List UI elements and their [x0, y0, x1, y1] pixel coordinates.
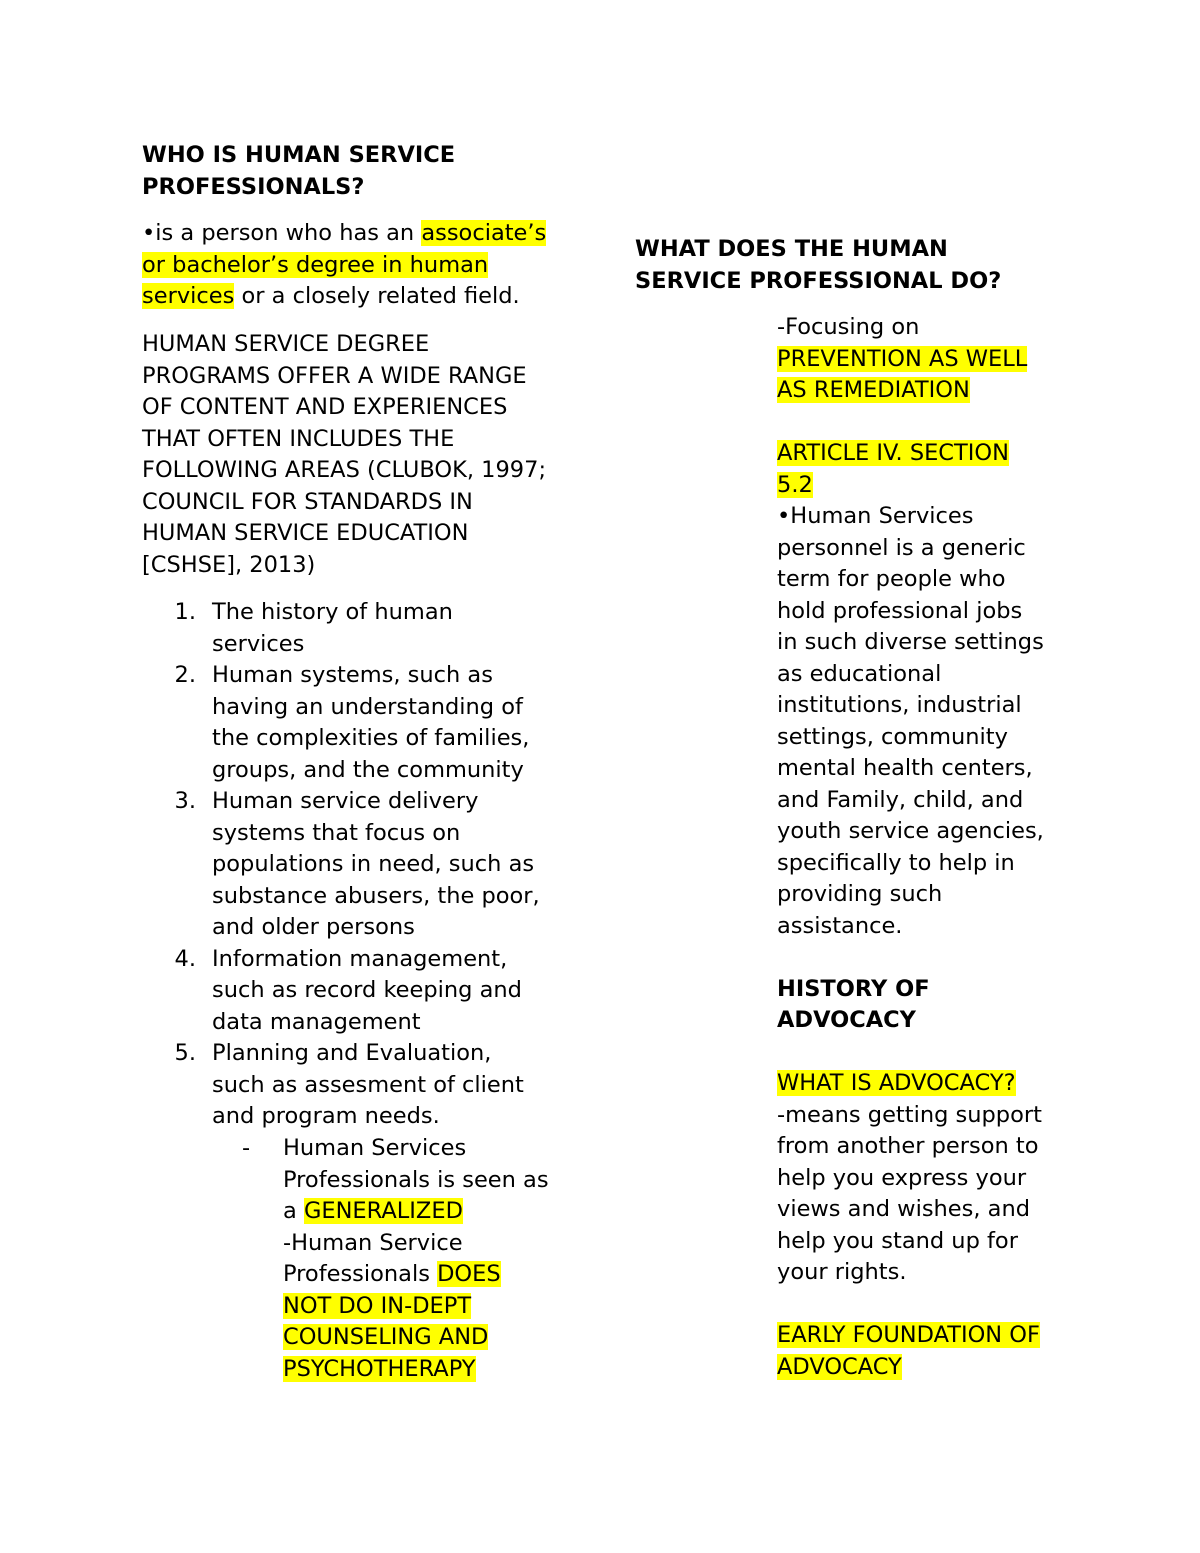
article-heading: ARTICLE IV. SECTION — [777, 440, 1009, 466]
article-line: specifically to help in — [777, 849, 1015, 876]
paragraph-line: THAT OFTEN INCLUDES THE — [142, 425, 455, 452]
advocacy-line: help you express your — [777, 1164, 1027, 1191]
advocacy-line: your rights. — [777, 1259, 907, 1285]
history-heading: HISTORY OF — [777, 975, 930, 1002]
definition-text: or a closely related field. — [234, 283, 520, 309]
paragraph-line: HUMAN SERVICE DEGREE — [142, 331, 430, 357]
sub-bullet-line: Human Services — [283, 1135, 467, 1161]
sub-bullet-line: Professionals is seen as — [283, 1166, 549, 1193]
article-line: and Family, child, and — [777, 786, 1024, 813]
heading-line: WHAT DOES THE HUMAN — [635, 236, 948, 262]
highlighted-text: PREVENTION AS WELL — [777, 345, 1028, 372]
paragraph-line: COUNCIL FOR STANDARDS IN — [142, 488, 473, 515]
list-item-line: data management — [212, 1008, 421, 1035]
article-line: as educational — [777, 660, 942, 687]
list-item-line: and program needs. — [212, 1103, 440, 1129]
paragraph-line: OF CONTENT AND EXPERIENCES — [142, 394, 508, 420]
list-number: 4. — [174, 945, 196, 972]
history-heading: ADVOCACY — [777, 1007, 916, 1033]
highlighted-text: AS REMEDIATION — [777, 377, 970, 403]
early-foundation-heading: EARLY FOUNDATION OF — [777, 1322, 1040, 1348]
list-item-line: substance abusers, the poor, — [212, 882, 540, 909]
article-line: assistance. — [777, 912, 903, 939]
article-line: •Human Services — [777, 503, 974, 529]
list-item-line: groups, and the community — [212, 756, 524, 783]
highlighted-text: DOES — [437, 1261, 501, 1287]
list-number: 2. — [174, 662, 196, 688]
list-item-line: Planning and Evaluation, — [212, 1040, 492, 1066]
list-item-line: such as assesment of client — [212, 1071, 524, 1098]
definition-paragraph — [142, 218, 546, 313]
list-item-line: Human systems, such as — [212, 662, 493, 688]
paragraph-line: PROGRAMS OFFER A WIDE RANGE — [142, 362, 527, 389]
sub-bullet-text — [283, 1133, 549, 1385]
focus-intro: -Focusing on — [777, 314, 920, 340]
list-number: 5. — [174, 1040, 196, 1066]
highlighted-text: services — [142, 283, 235, 309]
article-line: mental health centers, — [777, 755, 1033, 781]
sub-bullet-text-part: Professionals — [283, 1261, 438, 1287]
list-item-line: the complexities of families, — [212, 725, 530, 751]
list-item-line: Information management, — [212, 945, 508, 972]
early-foundation-heading: ADVOCACY — [777, 1353, 902, 1380]
heading-line: SERVICE PROFESSIONAL DO? — [635, 267, 1002, 294]
article-line: providing such — [777, 881, 943, 907]
article-line: personnel is a generic — [777, 534, 1026, 561]
list-item-line: services — [212, 630, 305, 657]
list-item-line: and older persons — [212, 914, 415, 940]
sub-bullet-line: -Human Service — [283, 1229, 463, 1256]
article-line: in such diverse settings — [777, 629, 1044, 655]
programs-paragraph — [142, 329, 546, 581]
paragraph-line: [CSHSE], 2013) — [142, 551, 316, 578]
advocacy-line: views and wishes, and — [777, 1196, 1031, 1222]
article-line: term for people who — [777, 566, 1006, 592]
paragraph-line: FOLLOWING AREAS (CLUBOK, 1997; — [142, 457, 547, 483]
highlighted-text: NOT DO IN-DEPT — [283, 1292, 472, 1319]
areas-list — [162, 597, 582, 1133]
list-item — [162, 1038, 582, 1133]
heading-line: PROFESSIONALS? — [142, 173, 365, 200]
highlighted-text: or bachelor’s degree in human — [142, 251, 489, 278]
list-item — [162, 597, 582, 660]
heading-what-does — [635, 234, 1001, 297]
advocacy-line: from another person to — [777, 1133, 1039, 1159]
paragraph-line: HUMAN SERVICE EDUCATION — [142, 520, 469, 546]
highlighted-text: GENERALIZED — [303, 1198, 463, 1224]
article-line: hold professional jobs — [777, 597, 1023, 624]
list-item — [162, 660, 582, 786]
definition-text: •is a person who has an — [142, 220, 422, 246]
article-line: settings, community — [777, 723, 1008, 750]
article-heading: 5.2 — [777, 471, 813, 498]
sub-bullet-text-part: a — [283, 1198, 304, 1224]
advocacy-question: WHAT IS ADVOCACY? — [777, 1070, 1016, 1096]
list-item — [162, 944, 582, 1039]
article-line: institutions, industrial — [777, 692, 1022, 718]
list-item-line: Human service delivery — [212, 788, 479, 814]
highlighted-text: COUNSELING AND — [283, 1324, 489, 1350]
list-number: 3. — [174, 788, 196, 814]
list-number: 1. — [174, 599, 196, 625]
list-item-line: The history of human — [212, 599, 453, 625]
list-item-line: having an understanding of — [212, 693, 523, 720]
highlighted-text: PSYCHOTHERAPY — [283, 1355, 476, 1382]
advocacy-line: help you stand up for — [777, 1227, 1018, 1254]
sub-bullet-marker: - — [242, 1135, 251, 1161]
list-item-line: systems that focus on — [212, 819, 461, 846]
heading-line: WHO IS HUMAN SERVICE — [142, 142, 456, 168]
list-item-line: such as record keeping and — [212, 977, 522, 1003]
list-item-line: populations in need, such as — [212, 851, 535, 877]
right-body — [777, 312, 1044, 1383]
advocacy-line: -means getting support — [777, 1101, 1042, 1128]
list-item — [162, 786, 582, 944]
article-line: youth service agencies, — [777, 818, 1044, 844]
heading-who-is — [142, 140, 455, 203]
highlighted-text: associate’s — [421, 220, 547, 246]
